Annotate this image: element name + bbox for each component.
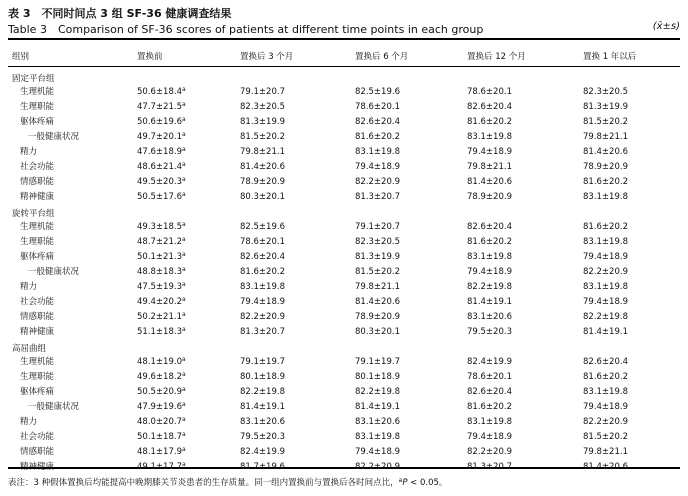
table-cell: 81.5±20.2 bbox=[583, 432, 628, 442]
table-cell: 81.6±20.2 bbox=[467, 117, 512, 127]
group-title: 旋转平台组 bbox=[12, 209, 55, 219]
column-header-6-months: 置换后 6 个月 bbox=[355, 52, 409, 62]
table-cell: 47.7±21.5$^a$ bbox=[137, 101, 186, 112]
table-row bbox=[0, 445, 688, 460]
row-label: 生理机能 bbox=[20, 87, 55, 97]
table-cell: 48.1±17.9$^a$ bbox=[137, 446, 186, 457]
table-cell: 79.4±18.9 bbox=[467, 267, 512, 277]
table-cell: 50.1±18.7$^a$ bbox=[137, 431, 186, 442]
table-cell: 79.8±21.1 bbox=[240, 147, 285, 157]
significance-mark: a bbox=[181, 401, 186, 408]
table-cell: 81.3±20.7 bbox=[467, 462, 512, 472]
row-label: 生理职能 bbox=[20, 372, 55, 382]
table-cell: 82.6±20.4 bbox=[355, 117, 400, 127]
table-cell: 79.4±18.9 bbox=[583, 252, 628, 262]
table-cell: 82.2±19.8 bbox=[583, 312, 628, 322]
table-cell: 50.5±20.9$^a$ bbox=[137, 386, 186, 397]
table-row bbox=[0, 325, 688, 340]
table-cell: 48.6±21.4$^a$ bbox=[137, 161, 186, 172]
significance-mark: a bbox=[181, 356, 186, 363]
table-cell: 81.3±19.9 bbox=[583, 102, 628, 112]
table-cell: 82.2±20.9 bbox=[467, 447, 512, 457]
row-label: 生理机能 bbox=[20, 222, 55, 232]
table-cell: 78.9±20.9 bbox=[467, 192, 512, 202]
table-row bbox=[0, 85, 688, 100]
table-cell: 81.6±20.2 bbox=[583, 222, 628, 232]
table-cell: 78.6±20.1 bbox=[240, 237, 285, 247]
table-row bbox=[0, 115, 688, 130]
row-label: 一般健康状况 bbox=[28, 402, 80, 412]
significance-mark: a bbox=[181, 461, 186, 468]
table-cell: 83.1±19.8 bbox=[583, 387, 628, 397]
table-cell: 82.5±19.6 bbox=[240, 222, 285, 232]
table-note: 表注：3 种假体置换后均能提高中晚期膝关节炎患者的生存质量。同一组内置换前与置换后各时间点比，$^a$P < 0.05。 bbox=[8, 477, 448, 488]
table-row bbox=[0, 355, 688, 370]
table-cell: 82.3±20.5 bbox=[355, 237, 400, 247]
table-cell: 79.1±20.7 bbox=[355, 222, 400, 232]
table-cell: 82.6±20.4 bbox=[583, 357, 628, 367]
row-label: 精神健康 bbox=[20, 462, 55, 472]
table-cell: 83.1±19.8 bbox=[240, 282, 285, 292]
table-cell: 79.4±18.9 bbox=[355, 447, 400, 457]
column-header-3-months: 置换后 3 个月 bbox=[240, 52, 294, 62]
table-cell: 82.2±19.8 bbox=[467, 282, 512, 292]
table-cell: 81.4±20.6 bbox=[583, 462, 628, 472]
table-cell: 82.2±20.9 bbox=[583, 417, 628, 427]
table-cell: 82.2±19.8 bbox=[240, 387, 285, 397]
table-cell: 78.9±20.9 bbox=[583, 162, 628, 172]
significance-mark: a bbox=[181, 326, 186, 333]
significance-mark: a bbox=[181, 431, 186, 438]
table-cell: 81.6±20.2 bbox=[355, 132, 400, 142]
column-header-group: 组别 bbox=[12, 52, 30, 62]
table-cell: 78.6±20.1 bbox=[467, 372, 512, 382]
table-cell: 83.1±19.8 bbox=[467, 417, 512, 427]
table-cell: 81.7±19.6 bbox=[240, 462, 285, 472]
table-cell: 81.6±20.2 bbox=[240, 267, 285, 277]
row-label: 社会功能 bbox=[20, 432, 55, 442]
table-title-en: Table 3 Comparison of SF-36 scores of patients at different time points in each group bbox=[8, 23, 484, 36]
table-row bbox=[0, 385, 688, 400]
row-label: 精神健康 bbox=[20, 327, 55, 337]
table-cell: 79.5±20.3 bbox=[467, 327, 512, 337]
significance-mark: a bbox=[181, 236, 186, 243]
significance-mark: a bbox=[181, 266, 186, 273]
row-label: 一般健康状况 bbox=[28, 267, 80, 277]
row-label: 躯体疼痛 bbox=[20, 387, 55, 397]
table-cell: 83.1±19.8 bbox=[583, 282, 628, 292]
top-rule bbox=[8, 38, 680, 40]
table-cell: 81.6±20.2 bbox=[583, 372, 628, 382]
row-label: 躯体疼痛 bbox=[20, 252, 55, 262]
table-cell: 50.2±21.1$^a$ bbox=[137, 311, 186, 322]
table-cell: 81.4±20.6 bbox=[583, 147, 628, 157]
row-label: 躯体疼痛 bbox=[20, 117, 55, 127]
table-cell: 79.8±21.1 bbox=[355, 282, 400, 292]
table-cell: 79.5±20.3 bbox=[240, 432, 285, 442]
table-row bbox=[0, 235, 688, 250]
table-cell: 81.5±20.2 bbox=[355, 267, 400, 277]
table-cell: 48.8±18.3$^a$ bbox=[137, 266, 186, 277]
table-row bbox=[0, 160, 688, 175]
significance-mark: a bbox=[181, 131, 186, 138]
table-cell: 79.4±18.9 bbox=[583, 297, 628, 307]
table-cell: 47.6±18.9$^a$ bbox=[137, 146, 186, 157]
table-row bbox=[0, 460, 688, 475]
table-cell: 50.5±17.6$^a$ bbox=[137, 191, 186, 202]
table-cell: 82.6±20.4 bbox=[467, 387, 512, 397]
table-cell: 83.1±19.8 bbox=[583, 237, 628, 247]
table-cell: 81.4±19.1 bbox=[240, 402, 285, 412]
table-cell: 78.9±20.9 bbox=[355, 312, 400, 322]
column-header-12-months: 置换后 12 个月 bbox=[467, 52, 526, 62]
significance-mark: a bbox=[181, 221, 186, 228]
significance-mark: a bbox=[181, 161, 186, 168]
table-cell: 47.5±19.3$^a$ bbox=[137, 281, 186, 292]
table-cell: 83.1±19.8 bbox=[355, 147, 400, 157]
significance-mark: a bbox=[181, 386, 186, 393]
significance-mark: a bbox=[181, 446, 186, 453]
table-row bbox=[0, 190, 688, 205]
table-cell: 81.5±20.2 bbox=[583, 117, 628, 127]
table-cell: 78.6±20.1 bbox=[355, 102, 400, 112]
row-label: 一般健康状况 bbox=[28, 132, 80, 142]
table-cell: 83.1±20.6 bbox=[355, 417, 400, 427]
header-rule bbox=[8, 66, 680, 67]
table-cell: 81.6±20.2 bbox=[467, 402, 512, 412]
table-cell: 82.2±20.9 bbox=[583, 267, 628, 277]
row-label: 精力 bbox=[20, 417, 38, 427]
row-label: 情感职能 bbox=[20, 312, 55, 322]
table-cell: 50.6±18.4$^a$ bbox=[137, 86, 186, 97]
table-cell: 83.1±19.8 bbox=[467, 252, 512, 262]
table-cell: 82.2±20.9 bbox=[240, 312, 285, 322]
row-label: 情感职能 bbox=[20, 177, 55, 187]
significance-mark: a bbox=[181, 146, 186, 153]
table-cell: 79.8±21.1 bbox=[583, 132, 628, 142]
row-label: 社会功能 bbox=[20, 297, 55, 307]
significance-mark: a bbox=[181, 296, 186, 303]
table-cell: 81.3±20.7 bbox=[355, 192, 400, 202]
table-cell: 50.1±21.3$^a$ bbox=[137, 251, 186, 262]
table-row bbox=[0, 265, 688, 280]
table-cell: 78.6±20.1 bbox=[467, 87, 512, 97]
table-cell: 79.1±19.7 bbox=[240, 357, 285, 367]
table-cell: 81.5±20.2 bbox=[240, 132, 285, 142]
table-row bbox=[0, 145, 688, 160]
table-cell: 81.6±20.2 bbox=[583, 177, 628, 187]
group-title: 高屈曲组 bbox=[12, 344, 47, 354]
table-cell: 48.0±20.7$^a$ bbox=[137, 416, 186, 427]
table-cell: 79.4±18.9 bbox=[467, 432, 512, 442]
significance-mark: a bbox=[181, 251, 186, 258]
table-cell: 80.1±18.9 bbox=[240, 372, 285, 382]
table-cell: 79.4±18.9 bbox=[355, 162, 400, 172]
table-row bbox=[0, 310, 688, 325]
table-cell: 81.4±19.1 bbox=[583, 327, 628, 337]
group-title: 固定平台组 bbox=[12, 74, 55, 84]
table-row bbox=[0, 100, 688, 115]
significance-mark: a bbox=[181, 86, 186, 93]
table-cell: 81.4±19.1 bbox=[467, 297, 512, 307]
table-cell: 81.4±19.1 bbox=[355, 402, 400, 412]
table-row bbox=[0, 175, 688, 190]
table-cell: 81.3±19.9 bbox=[240, 117, 285, 127]
table-cell: 79.1±20.7 bbox=[240, 87, 285, 97]
table-cell: 82.4±19.9 bbox=[467, 357, 512, 367]
table-cell: 82.2±19.8 bbox=[355, 387, 400, 397]
significance-mark: a bbox=[181, 176, 186, 183]
table-cell: 81.4±20.6 bbox=[355, 297, 400, 307]
significance-mark: a bbox=[181, 311, 186, 318]
table-cell: 47.9±19.6$^a$ bbox=[137, 401, 186, 412]
significance-mark: a bbox=[181, 281, 186, 288]
table-cell: 80.3±20.1 bbox=[355, 327, 400, 337]
table-cell: 82.2±20.9 bbox=[355, 177, 400, 187]
table-cell: 49.1±17.7$^a$ bbox=[137, 461, 186, 472]
table-cell: 48.1±19.0$^a$ bbox=[137, 356, 186, 367]
table-row bbox=[0, 295, 688, 310]
table-cell: 83.1±20.6 bbox=[467, 312, 512, 322]
column-header-after-1-year: 置换 1 年以后 bbox=[583, 52, 637, 62]
row-label: 精力 bbox=[20, 147, 38, 157]
row-label: 生理职能 bbox=[20, 237, 55, 247]
table-cell: 82.2±20.9 bbox=[355, 462, 400, 472]
table-cell: 81.4±20.6 bbox=[240, 162, 285, 172]
table-cell: 83.1±20.6 bbox=[240, 417, 285, 427]
table-cell: 51.1±18.3$^a$ bbox=[137, 326, 186, 337]
row-label: 精神健康 bbox=[20, 192, 55, 202]
column-header-before: 置换前 bbox=[137, 52, 163, 62]
table-row bbox=[0, 280, 688, 295]
row-label: 情感职能 bbox=[20, 447, 55, 457]
table-cell: 78.9±20.9 bbox=[240, 177, 285, 187]
table-cell: 81.4±20.6 bbox=[467, 177, 512, 187]
table-cell: 79.4±18.9 bbox=[583, 402, 628, 412]
row-label: 生理机能 bbox=[20, 357, 55, 367]
row-label: 精力 bbox=[20, 282, 38, 292]
table-row bbox=[0, 370, 688, 385]
table-cell: 83.1±19.8 bbox=[467, 132, 512, 142]
significance-mark: a bbox=[181, 416, 186, 423]
table-cell: 82.6±20.4 bbox=[240, 252, 285, 262]
table-cell: 48.7±21.2$^a$ bbox=[137, 236, 186, 247]
table-cell: 82.6±20.4 bbox=[467, 102, 512, 112]
table-cell: 49.4±20.2$^a$ bbox=[137, 296, 186, 307]
table-row bbox=[0, 250, 688, 265]
table-cell: 81.3±19.9 bbox=[355, 252, 400, 262]
table-row bbox=[0, 400, 688, 415]
table-row bbox=[0, 415, 688, 430]
table-cell: 81.3±20.7 bbox=[240, 327, 285, 337]
row-label: 生理职能 bbox=[20, 102, 55, 112]
table-cell: 82.6±20.4 bbox=[467, 222, 512, 232]
significance-mark: a bbox=[181, 371, 186, 378]
table-cell: 49.6±18.2$^a$ bbox=[137, 371, 186, 382]
table-row bbox=[0, 430, 688, 445]
table-cell: 79.4±18.9 bbox=[240, 297, 285, 307]
table-cell: 49.3±18.5$^a$ bbox=[137, 221, 186, 232]
table-cell: 79.4±18.9 bbox=[467, 147, 512, 157]
significance-mark: a bbox=[181, 101, 186, 108]
table-cell: 83.1±19.8 bbox=[583, 192, 628, 202]
table-row bbox=[0, 220, 688, 235]
table-cell: 82.5±19.6 bbox=[355, 87, 400, 97]
row-label: 社会功能 bbox=[20, 162, 55, 172]
table-cell: 80.1±18.9 bbox=[355, 372, 400, 382]
table-cell: 82.3±20.5 bbox=[583, 87, 628, 97]
significance-mark: a bbox=[181, 191, 186, 198]
table-cell: 49.7±20.1$^a$ bbox=[137, 131, 186, 142]
table-cell: 49.5±20.3$^a$ bbox=[137, 176, 186, 187]
table-cell: 82.4±19.9 bbox=[240, 447, 285, 457]
table-cell: 81.6±20.2 bbox=[467, 237, 512, 247]
table-cell: 79.8±21.1 bbox=[467, 162, 512, 172]
table-title-zh: 表 3 不同时间点 3 组 SF-36 健康调查结果 bbox=[8, 7, 232, 20]
table-cell: 80.3±20.1 bbox=[240, 192, 285, 202]
table-row bbox=[0, 130, 688, 145]
table-cell: 83.1±19.8 bbox=[355, 432, 400, 442]
table-cell: 50.6±19.6$^a$ bbox=[137, 116, 186, 127]
table-cell: 82.3±20.5 bbox=[240, 102, 285, 112]
significance-mark: a bbox=[181, 116, 186, 123]
table-cell: 79.1±19.7 bbox=[355, 357, 400, 367]
table-unit: (x̄±s) bbox=[652, 21, 680, 32]
table-cell: 79.8±21.1 bbox=[583, 447, 628, 457]
